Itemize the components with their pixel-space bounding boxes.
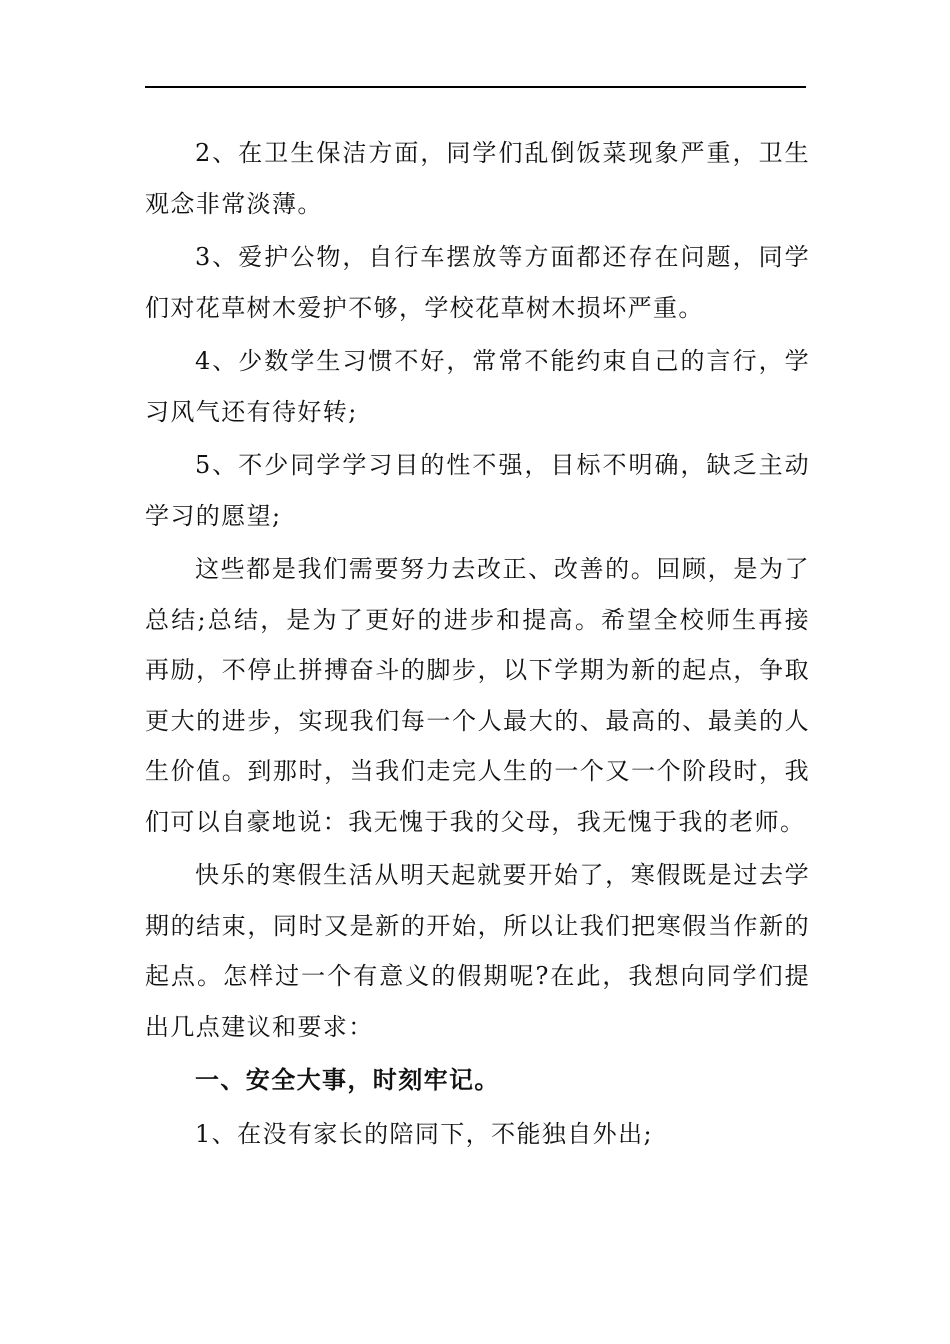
paragraph-study-goals: 5、不少同学学习目的性不强，目标不明确，缺乏主动学习的愿望; <box>145 451 810 530</box>
paragraph-public-property: 3、爱护公物，自行车摆放等方面都还存在问题，同学们对花草树木爱护不够，学校花草树木损坏严重。 <box>145 243 810 322</box>
paragraph-habits: 4、少数学生习惯不好，常常不能约束自己的言行，学习风气还有待好转; <box>145 347 810 426</box>
paragraph-summary: 这些都是我们需要努力去改正、改善的。回顾，是为了总结;总结，是为了更好的进步和提高。希望全校师生再接再励，不停止拼搏奋斗的脚步，以下学期为新的起点，争取更大的进步，实现我们每一个人最大的、最高的、最美的人生价值。到那时，当我们走完人生的一个又一个阶段时，我们可以自豪地说：我无愧于我的父母，我无愧于我的老师。 <box>145 555 810 836</box>
header-rule <box>145 86 806 88</box>
paragraph-hygiene: 2、在卫生保洁方面，同学们乱倒饭菜现象严重，卫生观念非常淡薄。 <box>145 139 810 218</box>
paragraph-safety-rule-1: 1、在没有家长的陪同下，不能独自外出; <box>195 1119 653 1148</box>
paragraph-winter-break: 快乐的寒假生活从明天起就要开始了，寒假既是过去学期的结束，同时又是新的开始，所以让我们把寒假当作新的起点。怎样过一个有意义的假期呢?在此，我想向同学们提出几点建议和要求： <box>145 861 810 1041</box>
document-body <box>145 128 810 1162</box>
section-heading-safety: 一、安全大事，时刻牢记。 <box>195 1065 500 1094</box>
